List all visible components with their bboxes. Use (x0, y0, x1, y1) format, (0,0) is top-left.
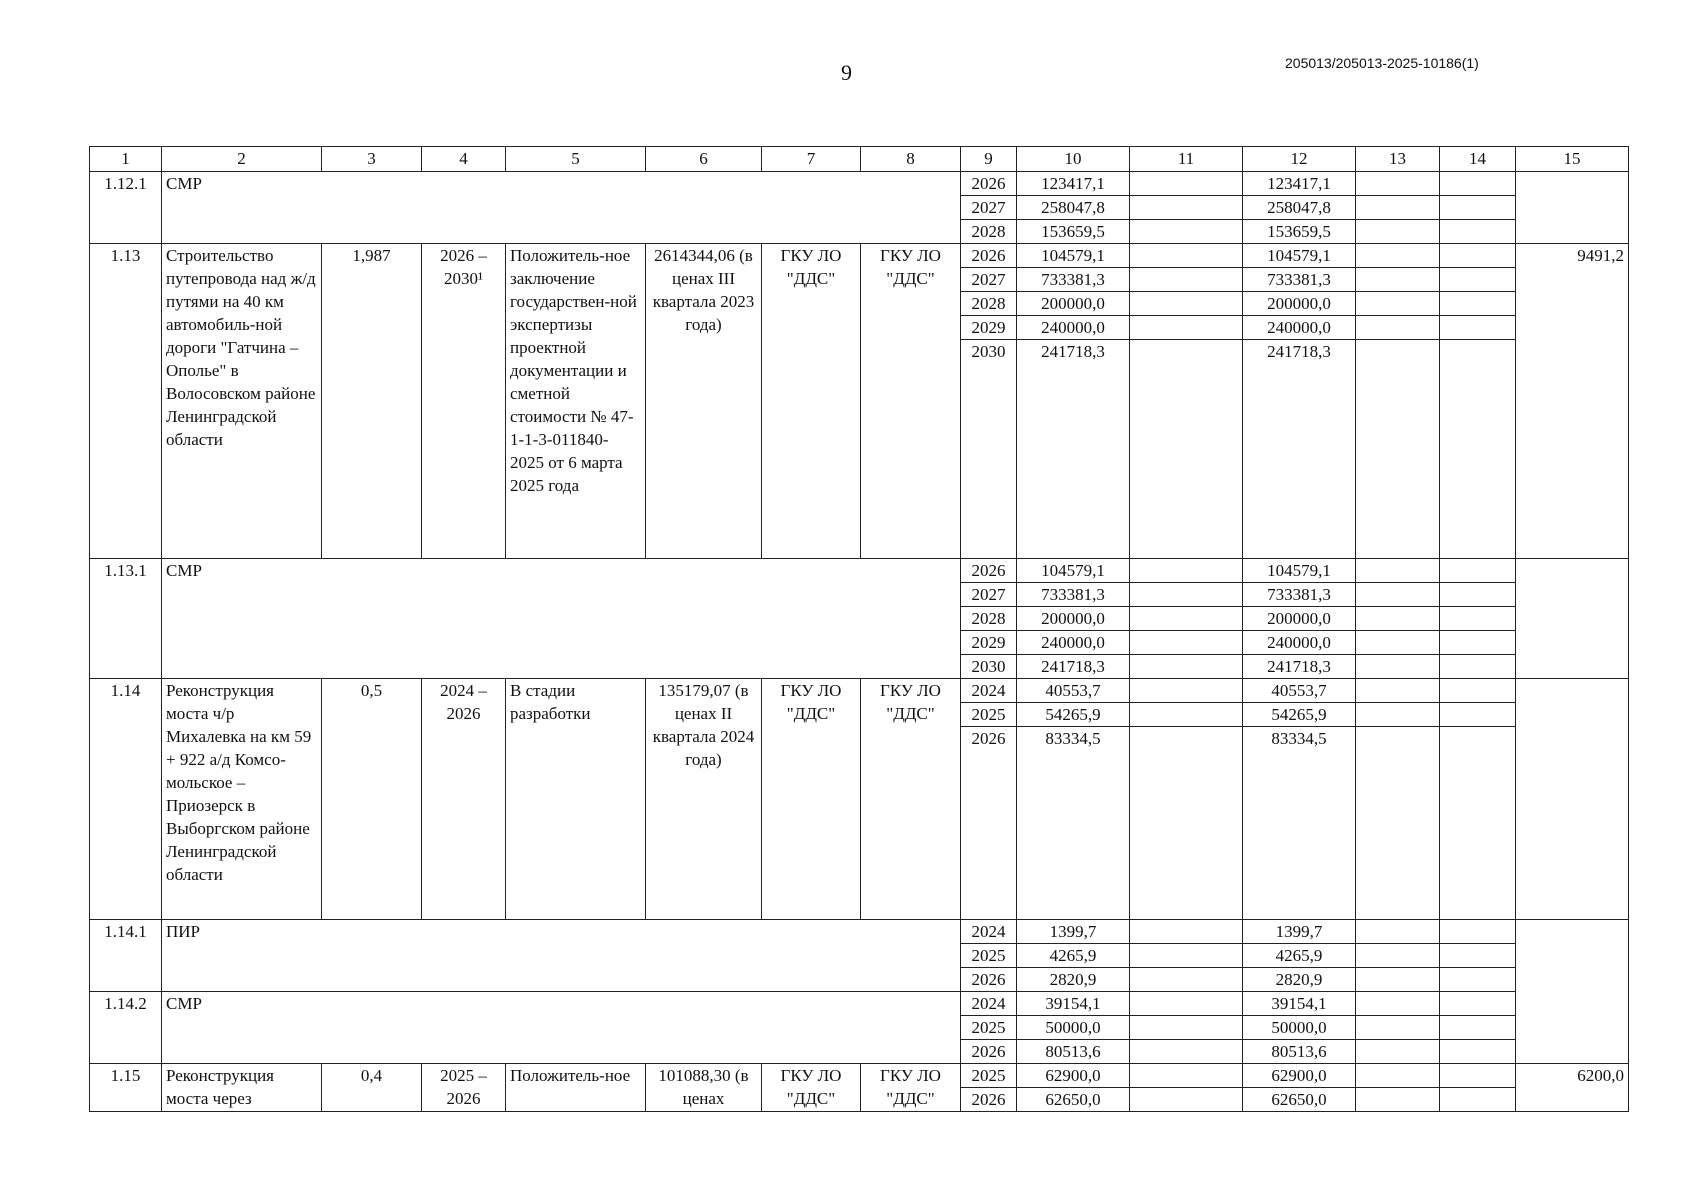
year-cell: 2025 (961, 703, 1017, 727)
col-header: 10 (1017, 147, 1130, 172)
empty-cell (1356, 1064, 1440, 1088)
col-header: 6 (646, 147, 762, 172)
empty-cell (1356, 703, 1440, 727)
year-cell: 2026 (961, 968, 1017, 992)
empty-cell (1130, 196, 1243, 220)
table-row (90, 172, 1629, 196)
work-type-label: ПИР (162, 920, 961, 992)
amount-cell: 40553,7 (1017, 679, 1130, 703)
status-cell: В стадии разработки (506, 679, 646, 920)
project-name: Реконструкция моста ч/р Михалевка на км 59 + 922 а/д Комсо-мольское – Приозерск в Выборгском районе Ленинградской области (162, 679, 322, 920)
empty-cell (1440, 1088, 1516, 1112)
document-code: 205013/205013-2025-10186(1) (1285, 55, 1479, 71)
amount-cell: 80513,6 (1017, 1040, 1130, 1064)
amount-cell: 54265,9 (1017, 703, 1130, 727)
empty-cell (1440, 631, 1516, 655)
amount-cell: 123417,1 (1017, 172, 1130, 196)
table-row (90, 920, 1629, 944)
year-cell: 2029 (961, 631, 1017, 655)
amount-cell: 80513,6 (1243, 1040, 1356, 1064)
empty-cell (1516, 920, 1629, 1064)
amount-cell: 62900,0 (1243, 1064, 1356, 1088)
c15-cell: 6200,0 (1516, 1064, 1629, 1112)
col-header: 12 (1243, 147, 1356, 172)
empty-cell (1130, 244, 1243, 268)
cost-cell: 135179,07 (в ценах II квартала 2024 года) (646, 679, 762, 920)
col-header: 3 (322, 147, 422, 172)
year-cell: 2026 (961, 172, 1017, 196)
amount-cell: 123417,1 (1243, 172, 1356, 196)
empty-cell (1130, 1040, 1243, 1064)
empty-cell (1356, 992, 1440, 1016)
cost-cell: 2614344,06 (в ценах III квартала 2023 года) (646, 244, 762, 559)
year-cell: 2028 (961, 220, 1017, 244)
amount-cell: 733381,3 (1017, 268, 1130, 292)
amount-cell: 4265,9 (1243, 944, 1356, 968)
empty-cell (1356, 631, 1440, 655)
period-cell: 2024 – 2026 (422, 679, 506, 920)
empty-cell (1440, 1040, 1516, 1064)
empty-cell (1356, 944, 1440, 968)
year-cell: 2024 (961, 992, 1017, 1016)
empty-cell (1440, 244, 1516, 268)
row-id: 1.14.2 (90, 992, 162, 1064)
empty-cell (1440, 992, 1516, 1016)
empty-cell (1130, 944, 1243, 968)
amount-cell: 62650,0 (1017, 1088, 1130, 1112)
empty-cell (1440, 679, 1516, 703)
empty-cell (1130, 268, 1243, 292)
amount-cell: 200000,0 (1017, 292, 1130, 316)
year-cell: 2026 (961, 559, 1017, 583)
amount-cell: 241718,3 (1017, 655, 1130, 679)
amount-cell: 50000,0 (1017, 1016, 1130, 1040)
year-cell: 2027 (961, 268, 1017, 292)
empty-cell (1130, 172, 1243, 196)
empty-cell (1516, 559, 1629, 679)
amount-cell: 62900,0 (1017, 1064, 1130, 1088)
year-cell: 2028 (961, 607, 1017, 631)
empty-cell (1356, 607, 1440, 631)
year-cell: 2026 (961, 1040, 1017, 1064)
amount-cell: 241718,3 (1243, 340, 1356, 559)
amount-cell: 2820,9 (1017, 968, 1130, 992)
amount-cell: 40553,7 (1243, 679, 1356, 703)
empty-cell (1130, 1016, 1243, 1040)
empty-cell (1130, 727, 1243, 920)
empty-cell (1440, 292, 1516, 316)
table-row (90, 679, 1629, 703)
empty-cell (1130, 631, 1243, 655)
empty-cell (1130, 655, 1243, 679)
amount-cell: 39154,1 (1017, 992, 1130, 1016)
amount-cell: 83334,5 (1017, 727, 1130, 920)
col-header: 8 (861, 147, 961, 172)
empty-cell (1516, 679, 1629, 920)
length-cell: 1,987 (322, 244, 422, 559)
amount-cell: 104579,1 (1243, 244, 1356, 268)
row-id: 1.14.1 (90, 920, 162, 992)
amount-cell: 104579,1 (1017, 244, 1130, 268)
empty-cell (1356, 292, 1440, 316)
project-name: Реконструкция моста через (162, 1064, 322, 1112)
amount-cell: 241718,3 (1243, 655, 1356, 679)
empty-cell (1440, 316, 1516, 340)
col-header: 15 (1516, 147, 1629, 172)
empty-cell (1130, 607, 1243, 631)
status-cell: Положитель-ное (506, 1064, 646, 1112)
table-row (90, 244, 1629, 268)
empty-cell (1130, 679, 1243, 703)
year-cell: 2026 (961, 244, 1017, 268)
empty-cell (1356, 1040, 1440, 1064)
customer-cell: ГКУ ЛО "ДДС" (762, 1064, 861, 1112)
empty-cell (1356, 655, 1440, 679)
col-header: 1 (90, 147, 162, 172)
empty-cell (1356, 340, 1440, 559)
length-cell: 0,4 (322, 1064, 422, 1112)
row-id: 1.13 (90, 244, 162, 559)
empty-cell (1130, 220, 1243, 244)
col-header: 7 (762, 147, 861, 172)
empty-cell (1356, 1016, 1440, 1040)
amount-cell: 258047,8 (1017, 196, 1130, 220)
amount-cell: 241718,3 (1017, 340, 1130, 559)
empty-cell (1440, 172, 1516, 196)
empty-cell (1440, 655, 1516, 679)
c15-cell: 9491,2 (1516, 244, 1629, 559)
amount-cell: 1399,7 (1017, 920, 1130, 944)
empty-cell (1440, 340, 1516, 559)
empty-cell (1356, 920, 1440, 944)
work-type-label: СМР (162, 992, 961, 1064)
amount-cell: 240000,0 (1017, 631, 1130, 655)
work-type-label: СМР (162, 559, 961, 679)
empty-cell (1440, 607, 1516, 631)
empty-cell (1130, 968, 1243, 992)
amount-cell: 153659,5 (1243, 220, 1356, 244)
empty-cell (1356, 316, 1440, 340)
work-type-label: СМР (162, 172, 961, 244)
customer-cell: ГКУ ЛО "ДДС" (762, 244, 861, 559)
year-cell: 2027 (961, 583, 1017, 607)
empty-cell (1356, 727, 1440, 920)
col-header: 14 (1440, 147, 1516, 172)
col-header: 2 (162, 147, 322, 172)
amount-cell: 4265,9 (1017, 944, 1130, 968)
empty-cell (1516, 172, 1629, 244)
executor-cell: ГКУ ЛО "ДДС" (861, 679, 961, 920)
investment-table (89, 146, 1629, 1112)
row-id: 1.13.1 (90, 559, 162, 679)
row-id: 1.14 (90, 679, 162, 920)
amount-cell: 733381,3 (1243, 268, 1356, 292)
empty-cell (1130, 583, 1243, 607)
empty-cell (1356, 244, 1440, 268)
year-cell: 2024 (961, 920, 1017, 944)
empty-cell (1130, 559, 1243, 583)
amount-cell: 733381,3 (1243, 583, 1356, 607)
table-row (90, 559, 1629, 583)
row-id: 1.15 (90, 1064, 162, 1112)
year-cell: 2025 (961, 1064, 1017, 1088)
empty-cell (1440, 727, 1516, 920)
empty-cell (1440, 1016, 1516, 1040)
period-cell: 2026 – 2030¹ (422, 244, 506, 559)
page-number: 9 (841, 60, 852, 85)
empty-cell (1356, 220, 1440, 244)
col-header: 11 (1130, 147, 1243, 172)
amount-cell: 39154,1 (1243, 992, 1356, 1016)
empty-cell (1440, 268, 1516, 292)
empty-cell (1356, 268, 1440, 292)
year-cell: 2024 (961, 679, 1017, 703)
col-header: 4 (422, 147, 506, 172)
empty-cell (1440, 703, 1516, 727)
year-cell: 2030 (961, 655, 1017, 679)
year-cell: 2030 (961, 340, 1017, 559)
empty-cell (1440, 920, 1516, 944)
empty-cell (1130, 316, 1243, 340)
amount-cell: 50000,0 (1243, 1016, 1356, 1040)
empty-cell (1440, 1064, 1516, 1088)
empty-cell (1130, 1088, 1243, 1112)
col-header: 9 (961, 147, 1017, 172)
amount-cell: 258047,8 (1243, 196, 1356, 220)
empty-cell (1356, 172, 1440, 196)
project-name: Строительство путепровода над ж/д путями на 40 км автомобиль-ной дороги "Гатчина – Ополье" в Волосовском районе Ленинградской области (162, 244, 322, 559)
year-cell: 2026 (961, 727, 1017, 920)
empty-cell (1356, 196, 1440, 220)
amount-cell: 2820,9 (1243, 968, 1356, 992)
amount-cell: 240000,0 (1243, 316, 1356, 340)
empty-cell (1130, 920, 1243, 944)
table-row (90, 1064, 1629, 1088)
empty-cell (1440, 196, 1516, 220)
amount-cell: 54265,9 (1243, 703, 1356, 727)
period-cell: 2025 – 2026 (422, 1064, 506, 1112)
amount-cell: 240000,0 (1017, 316, 1130, 340)
empty-cell (1130, 340, 1243, 559)
amount-cell: 153659,5 (1017, 220, 1130, 244)
empty-cell (1356, 968, 1440, 992)
empty-cell (1356, 583, 1440, 607)
executor-cell: ГКУ ЛО "ДДС" (861, 244, 961, 559)
year-cell: 2025 (961, 944, 1017, 968)
amount-cell: 104579,1 (1243, 559, 1356, 583)
empty-cell (1130, 1064, 1243, 1088)
column-number-header (90, 147, 1629, 172)
empty-cell (1440, 944, 1516, 968)
empty-cell (1356, 1088, 1440, 1112)
amount-cell: 733381,3 (1017, 583, 1130, 607)
empty-cell (1440, 968, 1516, 992)
empty-cell (1440, 583, 1516, 607)
amount-cell: 240000,0 (1243, 631, 1356, 655)
row-id: 1.12.1 (90, 172, 162, 244)
year-cell: 2029 (961, 316, 1017, 340)
empty-cell (1130, 292, 1243, 316)
status-cell: Положитель-ное заключение государствен-ной экспертизы проектной документации и сметной стоимости № 47-1-1-3-011840-2025 от 6 марта 2025 года (506, 244, 646, 559)
year-cell: 2025 (961, 1016, 1017, 1040)
empty-cell (1356, 679, 1440, 703)
amount-cell: 62650,0 (1243, 1088, 1356, 1112)
executor-cell: ГКУ ЛО "ДДС" (861, 1064, 961, 1112)
col-header: 5 (506, 147, 646, 172)
empty-cell (1440, 220, 1516, 244)
empty-cell (1440, 559, 1516, 583)
customer-cell: ГКУ ЛО "ДДС" (762, 679, 861, 920)
amount-cell: 200000,0 (1243, 607, 1356, 631)
amount-cell: 200000,0 (1017, 607, 1130, 631)
empty-cell (1356, 559, 1440, 583)
empty-cell (1130, 703, 1243, 727)
year-cell: 2027 (961, 196, 1017, 220)
amount-cell: 104579,1 (1017, 559, 1130, 583)
empty-cell (1130, 992, 1243, 1016)
length-cell: 0,5 (322, 679, 422, 920)
table-row (90, 992, 1629, 1016)
col-header: 13 (1356, 147, 1440, 172)
cost-cell: 101088,30 (в ценах (646, 1064, 762, 1112)
amount-cell: 83334,5 (1243, 727, 1356, 920)
amount-cell: 200000,0 (1243, 292, 1356, 316)
amount-cell: 1399,7 (1243, 920, 1356, 944)
year-cell: 2026 (961, 1088, 1017, 1112)
year-cell: 2028 (961, 292, 1017, 316)
